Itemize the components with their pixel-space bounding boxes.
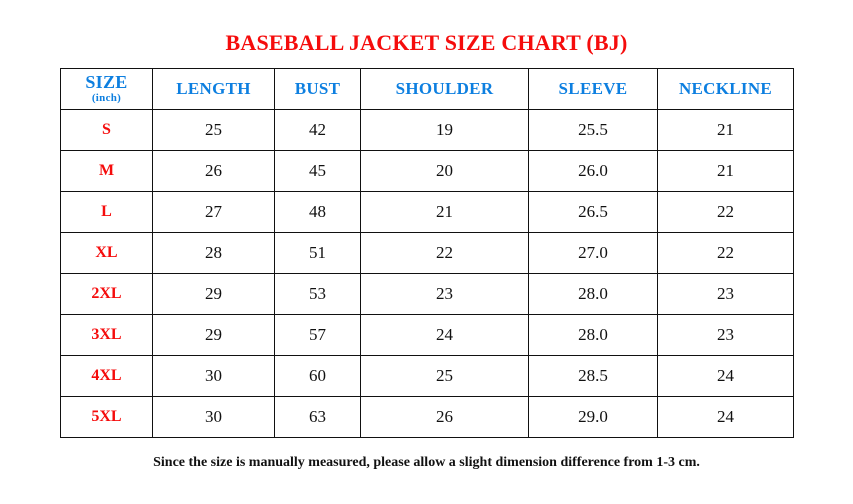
cell-bust: 63 [275,397,361,438]
cell-neckline: 24 [658,356,794,397]
table-row [61,233,794,274]
cell-sleeve: 25.5 [529,110,658,151]
size-chart-table [60,68,794,438]
cell-shoulder: 19 [361,110,529,151]
cell-shoulder: 24 [361,315,529,356]
cell-sleeve: 28.5 [529,356,658,397]
cell-bust: 45 [275,151,361,192]
cell-neckline: 21 [658,151,794,192]
table-row [61,274,794,315]
cell-length: 29 [153,315,275,356]
measurement-note: Since the size is manually measured, please allow a slight dimension difference from 1-3 cm. [153,455,700,470]
table-row [61,151,794,192]
cell-sleeve: 26.5 [529,192,658,233]
cell-shoulder: 21 [361,192,529,233]
cell-neckline: 22 [658,233,794,274]
column-header-shoulder: SHOULDER [361,69,529,110]
column-header-bust: BUST [275,69,361,110]
table-row [61,315,794,356]
cell-shoulder: 25 [361,356,529,397]
cell-bust: 57 [275,315,361,356]
cell-length: 30 [153,397,275,438]
cell-length: 29 [153,274,275,315]
cell-neckline: 23 [658,315,794,356]
cell-neckline: 23 [658,274,794,315]
column-header-neckline: NECKLINE [658,69,794,110]
cell-size: M [61,151,153,192]
cell-bust: 53 [275,274,361,315]
cell-size: S [61,110,153,151]
column-header-sleeve: SLEEVE [529,69,658,110]
cell-neckline: 21 [658,110,794,151]
cell-neckline: 24 [658,397,794,438]
column-header-size [61,69,153,110]
cell-size: 3XL [61,315,153,356]
cell-bust: 48 [275,192,361,233]
cell-length: 28 [153,233,275,274]
cell-bust: 42 [275,110,361,151]
cell-shoulder: 26 [361,397,529,438]
cell-bust: 60 [275,356,361,397]
table-row [61,397,794,438]
table-header [61,69,794,110]
cell-shoulder: 20 [361,151,529,192]
cell-size: 4XL [61,356,153,397]
cell-length: 25 [153,110,275,151]
cell-bust: 51 [275,233,361,274]
table-body [61,110,794,438]
page-title: BASEBALL JACKET SIZE CHART (BJ) [225,30,628,55]
cell-length: 27 [153,192,275,233]
cell-shoulder: 23 [361,274,529,315]
cell-sleeve: 29.0 [529,397,658,438]
cell-size: 5XL [61,397,153,438]
cell-sleeve: 28.0 [529,274,658,315]
cell-size: XL [61,233,153,274]
column-header-length: LENGTH [153,69,275,110]
size-chart-table-wrapper [60,68,793,438]
cell-sleeve: 28.0 [529,315,658,356]
table-row [61,110,794,151]
cell-length: 26 [153,151,275,192]
cell-size: L [61,192,153,233]
cell-sleeve: 26.0 [529,151,658,192]
cell-shoulder: 22 [361,233,529,274]
cell-size: 2XL [61,274,153,315]
table-row [61,192,794,233]
cell-length: 30 [153,356,275,397]
column-header-size-label: SIZE [85,72,128,93]
table-header-row [61,69,794,110]
table-row [61,356,794,397]
column-header-size-unit: (inch) [91,92,122,105]
cell-neckline: 22 [658,192,794,233]
cell-sleeve: 27.0 [529,233,658,274]
